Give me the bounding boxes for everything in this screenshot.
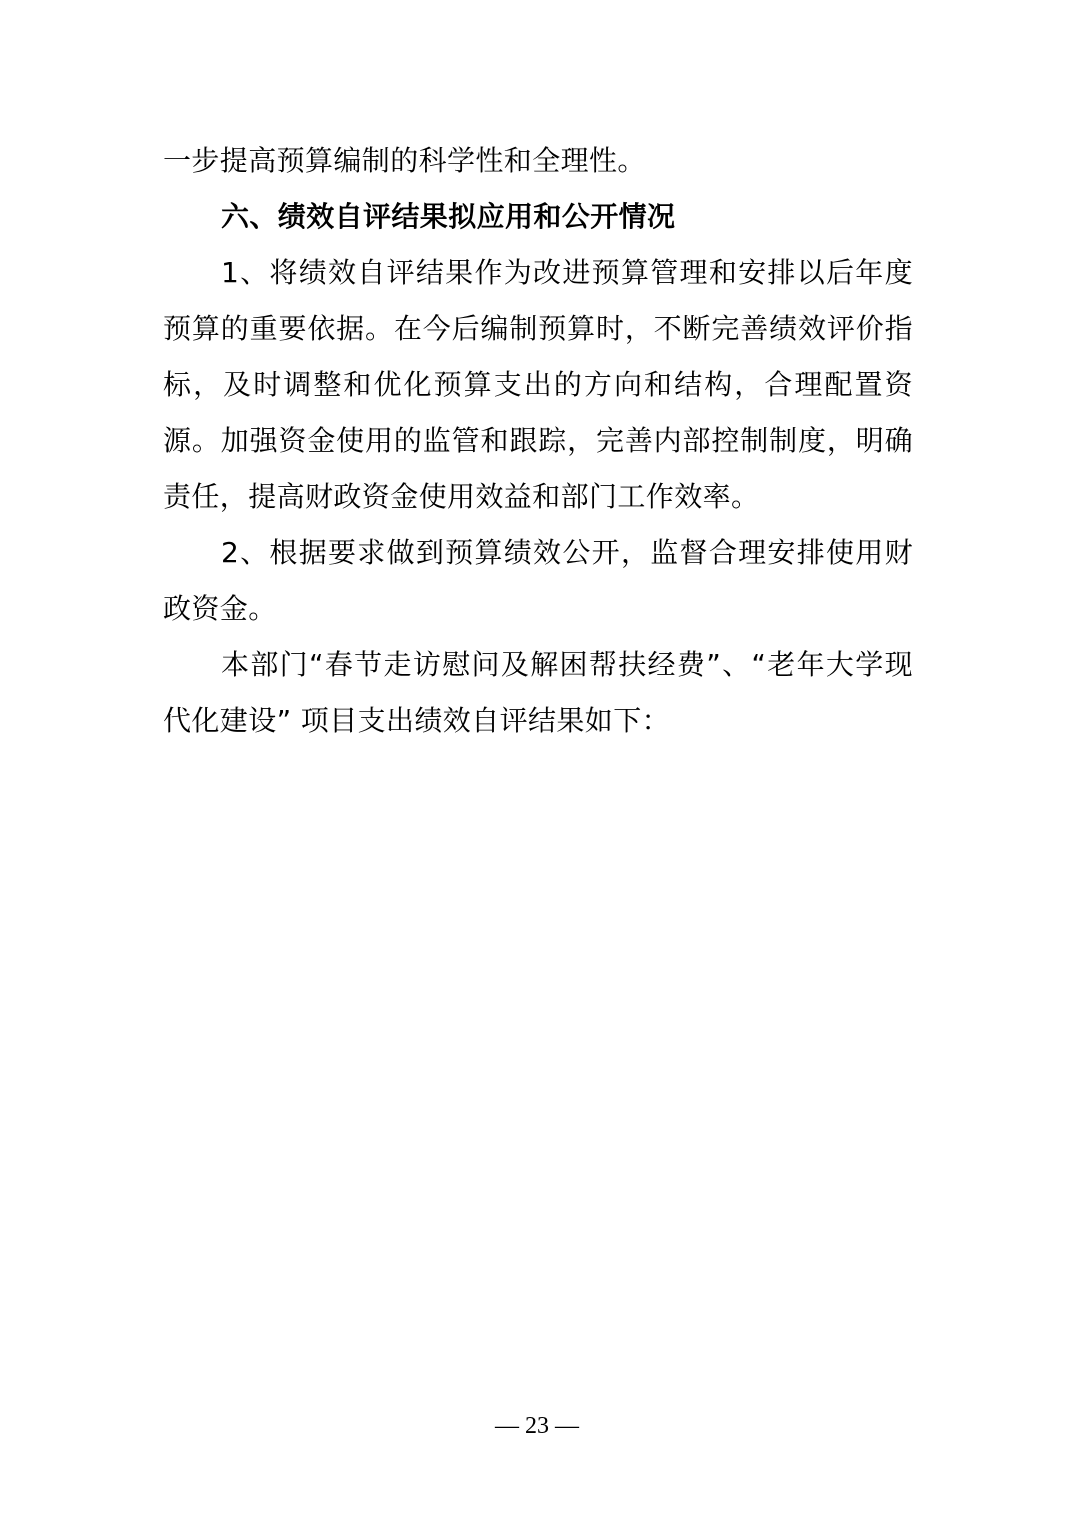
item-1-paragraph: 1、将绩效自评结果作为改进预算管理和安排以后年度预算的重要依据。在今后编制预算时，不断完善绩效评价指标，及时调整和优化预算支出的方向和结构，合理配置资源。加强资金使用的监管和跟踪，完善内部控制制度，明确责任，提高财政资金使用效益和部门工作效率。 [163, 256, 913, 513]
item-2-paragraph: 2、根据要求做到预算绩效公开，监督合理安排使用财政资金。 [163, 536, 913, 625]
section-heading: 六、绩效自评结果拟应用和公开情况 [221, 200, 676, 233]
continuation-paragraph: 一步提高预算编制的科学性和全理性。 [163, 144, 646, 177]
document-body [163, 133, 913, 749]
summary-paragraph: 本部门“春节走访慰问及解困帮扶经费”、“老年大学现代化建设” 项目支出绩效自评结果如下： [163, 648, 913, 737]
page-number: — 23 — [495, 1413, 579, 1439]
